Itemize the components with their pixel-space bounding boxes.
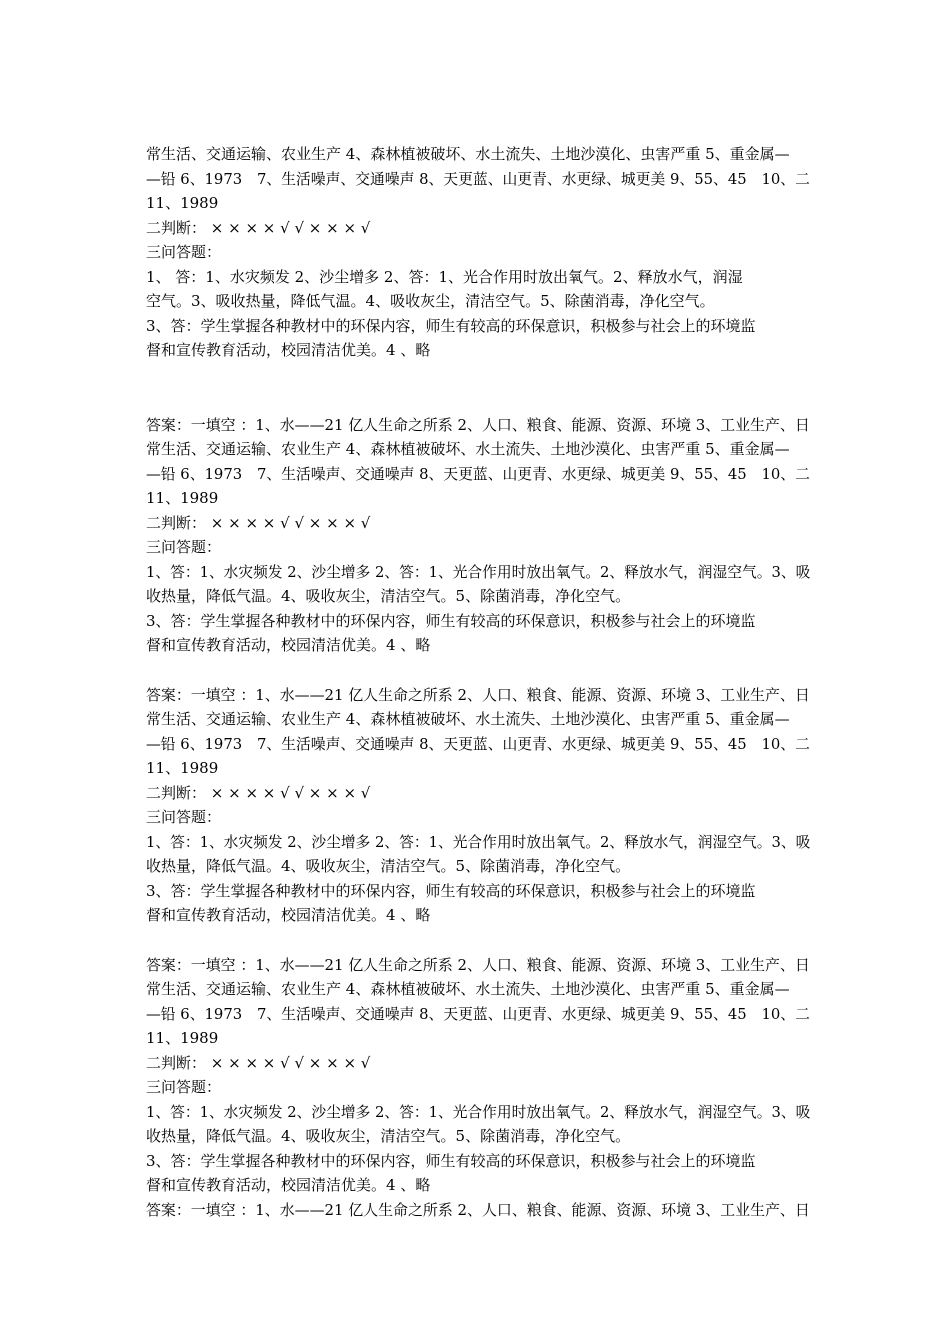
- text-line: 1、答：1、水灾频发 2、沙尘增多 2、答：1、光合作用时放出氧气。2、释放水气，润湿空气。3、吸: [146, 562, 811, 581]
- text-line: 常生活、交通运输、农业生产 4、森林植被破坏、水土流失、土地沙漠化、虫害严重 5、重金属—: [146, 440, 790, 458]
- text-line: 常生活、交通运输、农业生产 4、森林植被破坏、水土流失、土地沙漠化、虫害严重 5、重金属—: [146, 980, 790, 998]
- text-line: 常生活、交通运输、农业生产 4、森林植被破坏、水土流失、土地沙漠化、虫害严重 5、重金属—: [146, 145, 790, 163]
- text-line: 督和宣传教育活动，校园清洁优美。4 、略: [146, 906, 431, 924]
- text-line: 二判断： × × × × √ √ × × × √: [146, 218, 371, 237]
- text-line: 1、 答：1、水灾频发 2、沙尘增多 2、答：1、光合作用时放出氧气。2、释放水气，润湿: [146, 267, 743, 286]
- text-line: 11、1989: [146, 759, 219, 777]
- text-line: 答案：一填空 ：1、水——21 亿人生命之所系 2、人口、粮食、能源、资源、环境 3、工业生产、日: [146, 1200, 810, 1219]
- text-line: 11、1989: [146, 489, 219, 507]
- text-line: 空气。3、吸收热量，降低气温。4、吸收灰尘，清洁空气。5、除菌消毒，净化空气。: [146, 292, 715, 310]
- text-line: 二判断： × × × × √ √ × × × √: [146, 1053, 371, 1072]
- answer-block-3: [146, 683, 810, 928]
- answer-block-5: [146, 1198, 810, 1223]
- text-line: 3、答：学生掌握各种教材中的环保内容，师生有较高的环保意识，积极参与社会上的环境监: [146, 316, 756, 335]
- text-line: 督和宣传教育活动，校园清洁优美。4 、略: [146, 636, 431, 654]
- text-line: 三问答题：: [146, 1078, 222, 1096]
- text-line: —铅 6、1973 7、生活噪声、交通噪声 8、天更蓝、山更青、水更绿、城更美 9、55、45 10、二: [146, 1004, 810, 1023]
- answer-block-4: [146, 953, 810, 1198]
- spacer: [146, 363, 810, 413]
- text-line: —铅 6、1973 7、生活噪声、交通噪声 8、天更蓝、山更青、水更绿、城更美 9、55、45 10、二: [146, 734, 810, 753]
- document-page: [146, 142, 810, 1222]
- text-line: 三问答题：: [146, 243, 222, 261]
- text-line: 答案：一填空 ：1、水——21 亿人生命之所系 2、人口、粮食、能源、资源、环境 3、工业生产、日: [146, 415, 810, 434]
- text-line: 收热量，降低气温。4、吸收灰尘，清洁空气。5、除菌消毒，净化空气。: [146, 1127, 631, 1145]
- text-line: 3、答：学生掌握各种教材中的环保内容，师生有较高的环保意识，积极参与社会上的环境监: [146, 881, 756, 900]
- answer-block-1: [146, 142, 810, 363]
- text-line: 二判断： × × × × √ √ × × × √: [146, 783, 371, 802]
- text-line: 收热量，降低气温。4、吸收灰尘，清洁空气。5、除菌消毒，净化空气。: [146, 857, 631, 875]
- text-line: 3、答：学生掌握各种教材中的环保内容，师生有较高的环保意识，积极参与社会上的环境监: [146, 611, 756, 630]
- text-line: 答案：一填空 ：1、水——21 亿人生命之所系 2、人口、粮食、能源、资源、环境 3、工业生产、日: [146, 955, 810, 974]
- text-line: 3、答：学生掌握各种教材中的环保内容，师生有较高的环保意识，积极参与社会上的环境监: [146, 1151, 756, 1170]
- text-line: 三问答题：: [146, 808, 222, 826]
- text-line: 11、1989: [146, 194, 219, 212]
- text-line: —铅 6、1973 7、生活噪声、交通噪声 8、天更蓝、山更青、水更绿、城更美 9、55、45 10、二: [146, 464, 810, 483]
- text-line: 收热量，降低气温。4、吸收灰尘，清洁空气。5、除菌消毒，净化空气。: [146, 587, 631, 605]
- text-line: 督和宣传教育活动，校园清洁优美。4 、略: [146, 341, 431, 359]
- spacer: [146, 928, 810, 953]
- text-line: 11、1989: [146, 1029, 219, 1047]
- spacer: [146, 658, 810, 683]
- text-line: 常生活、交通运输、农业生产 4、森林植被破坏、水土流失、土地沙漠化、虫害严重 5、重金属—: [146, 710, 790, 728]
- text-line: 督和宣传教育活动，校园清洁优美。4 、略: [146, 1176, 431, 1194]
- text-line: —铅 6、1973 7、生活噪声、交通噪声 8、天更蓝、山更青、水更绿、城更美 9、55、45 10、二: [146, 169, 810, 188]
- text-line: 1、答：1、水灾频发 2、沙尘增多 2、答：1、光合作用时放出氧气。2、释放水气，润湿空气。3、吸: [146, 832, 811, 851]
- text-line: 1、答：1、水灾频发 2、沙尘增多 2、答：1、光合作用时放出氧气。2、释放水气，润湿空气。3、吸: [146, 1102, 811, 1121]
- answer-block-2: [146, 413, 810, 658]
- text-line: 三问答题：: [146, 538, 222, 556]
- text-line: 二判断： × × × × √ √ × × × √: [146, 513, 371, 532]
- text-line: 答案：一填空 ：1、水——21 亿人生命之所系 2、人口、粮食、能源、资源、环境 3、工业生产、日: [146, 685, 810, 704]
